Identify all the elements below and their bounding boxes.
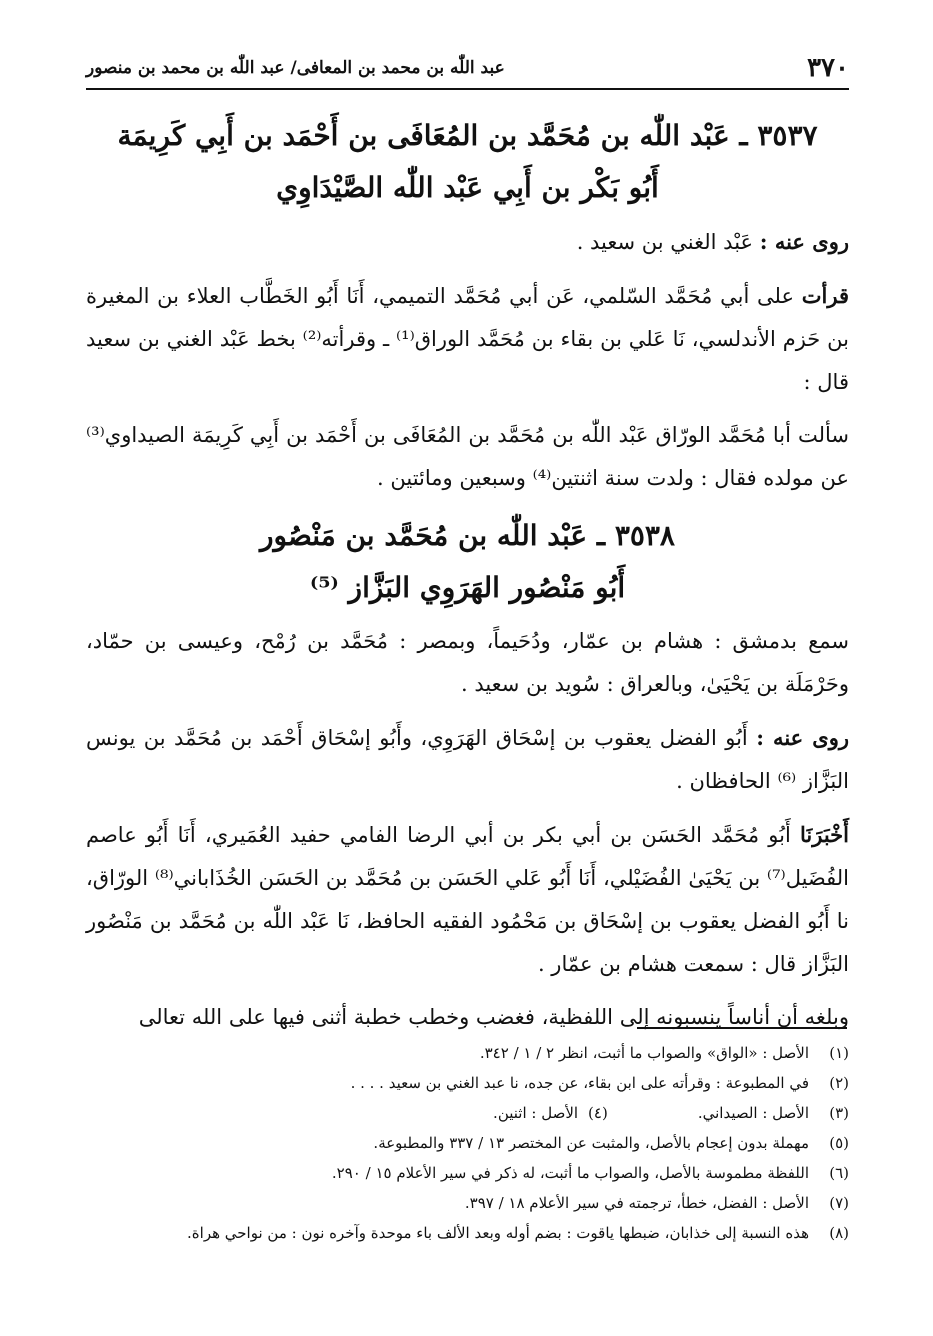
footnote-number: (٥): [829, 1134, 849, 1152]
footnote-number: (٦): [829, 1164, 849, 1182]
page-header: [86, 48, 849, 90]
paragraph-text: على أبي مُحَمَّد السّلمي، عَن أبي مُحَمَّد التميمي، أَنَا أَبُو الخَطَّاب العلاء بن المغيرة بن حَزم الأندلسي، نَا عَلي بن بقاء بن مُحَمَّد الوراق⁽¹⁾ ـ وقرأته⁽²⁾ بخط عَبْد الغني بن سعيد قال :: [86, 284, 849, 394]
footnote-text: في المطبوعة : وقرأته على ابن بقاء، عن جده، نا عبد الغني بن سعيد . . . .: [350, 1074, 809, 1092]
running-head: عبد اللّٰه بن محمد بن المعافى/ عبد اللّٰه بن محمد بن منصور: [86, 58, 505, 78]
entry-3538-title: [86, 510, 849, 614]
lead-word: روى عنه :: [759, 229, 849, 254]
footnote-text: الأصل : الصيداني.: [697, 1104, 809, 1122]
entry-3537-title: [86, 110, 849, 214]
entry-3538-chain: [86, 813, 849, 986]
page-body: [86, 100, 849, 1049]
paragraph-text: أَبُو الفضل يعقوب بن إسْحَاق الهَرَوِي، وأَبُو إسْحَاق أَحْمَد بن مُحَمَّد بن يونس البَزَّاز ⁽⁶⁾ الحافظان .: [86, 726, 849, 793]
entry-3538-narrators: [86, 716, 849, 803]
paragraph-text: أَبُو مُحَمَّد الحَسَن بن أبي بكر بن أبي الرضا الفامي حفيد العُمَيري، أَنَا أَبُو عاصم الفُضَيل⁽⁷⁾ بن يَحْيَىٰ الفُضَيْلي، أَنَا أَبُو عَلي الحَسَن بن مُحَمَّد بن الحَسَن الخُذَاباني⁽⁸⁾ الورّاق، نا أَبُو الفضل يعقوب بن إسْحَاق بن مَحْمُود الفقيه الحافظ، نَا عَبْد اللّٰه بن مُحَمَّد بن مَنْصُور البَزَّاز قال : سمعت هشام بن عمّار .: [86, 823, 849, 976]
paragraph-text: سمع بدمشق : هشام بن عمّار، ودُحَيماً، وبمصر : مُحَمَّد بن رُمْح، وعيسى بن حمّاد، وحَرْمَلَة بن يَحْيَىٰ، وبالعراق : سُويد بن سعيد .: [86, 629, 849, 696]
footnote-2: [86, 1068, 849, 1098]
entry-3538-continuation: [86, 996, 849, 1039]
entry-3537-birth: [86, 414, 849, 500]
lead-word: قرأت: [801, 283, 849, 308]
lead-word: روى عنه :: [756, 725, 849, 750]
lead-word: أَخْبَرَنَا: [800, 822, 849, 847]
footnote-number: (١): [829, 1044, 849, 1062]
footnote-text: هذه النسبة إلى خذابان، ضبطها ياقوت : بضم أوله وبعد الألف باء موحدة وآخره نون : من نواحي هراة.: [187, 1224, 809, 1242]
footnote-3-4: [86, 1098, 849, 1128]
entry-3538-title-line2: أَبُو مَنْصُور الهَرَوِي البَزَّاز ⁽⁵⁾: [309, 571, 626, 604]
footnote-number: (٢): [829, 1074, 849, 1092]
entry-3537-chain: [86, 274, 849, 404]
footnote-5: [86, 1128, 849, 1158]
entry-3537-title-line2: أَبُو بَكْر بن أَبِي عَبْد اللّٰه الصَّيْدَاوِي: [276, 171, 659, 204]
footnote-number: (٧): [829, 1194, 849, 1212]
footnote-text: اللفظة مطموسة بالأصل، والصواب ما أثبت، له ذكر في سير الأعلام ١٥ / ٢٩٠.: [331, 1164, 809, 1182]
page-number: ٣٧٠: [807, 53, 849, 83]
footnote-number: (٣): [829, 1104, 849, 1122]
footnote-7: [86, 1188, 849, 1218]
paragraph-text: وبلغه أن أناساً ينسبونه إلى اللفظية، فغضب وخطب خطبة أثنى فيها على الله تعالى: [138, 1005, 849, 1029]
entry-3538-heard: [86, 620, 849, 706]
footnote-text: مهملة بدون إعجام بالأصل، والمثبت عن المختصر ١٣ / ٣٣٧ والمطبوعة.: [373, 1134, 809, 1152]
footnote-number: (٤): [588, 1104, 608, 1122]
footnote-6: [86, 1158, 849, 1188]
footnote-divider: [637, 1027, 847, 1029]
footnotes: [86, 1038, 849, 1248]
footnote-number: (٨): [829, 1224, 849, 1242]
footnote-text: الأصل : اثنين.: [493, 1104, 579, 1122]
paragraph-text: سألت أبا مُحَمَّد الورّاق عَبْد اللّٰه بن مُحَمَّد بن المُعَافَى بن أَحْمَد بن أَبِي كَرِيمَة الصيداوي⁽³⁾ عن مولده فقال : ولدت سنة اثنتين⁽⁴⁾ وسبعين ومائتين .: [86, 423, 849, 490]
paragraph-text: عَبْد الغني بن سعيد .: [576, 230, 760, 254]
footnote-text: الأصل : «الواق» والصواب ما أثبت، انظر ٢ / ١ / ٣٤٢.: [479, 1044, 809, 1062]
footnote-text: الأصل : الفضل، خطأ، ترجمته في سير الأعلام ١٨ / ٣٩٧.: [464, 1194, 809, 1212]
footnote-1: [86, 1038, 849, 1068]
entry-3537-narrators: [86, 220, 849, 264]
footnote-8: [86, 1218, 849, 1248]
entry-3537-title-line1: ٣٥٣٧ ـ عَبْد اللّٰه بن مُحَمَّد بن المُعَافَى بن أَحْمَد بن أَبِي كَرِيمَة: [117, 119, 818, 152]
entry-3538-title-line1: ٣٥٣٨ ـ عَبْد اللّٰه بن مُحَمَّد بن مَنْصُور: [260, 519, 675, 552]
